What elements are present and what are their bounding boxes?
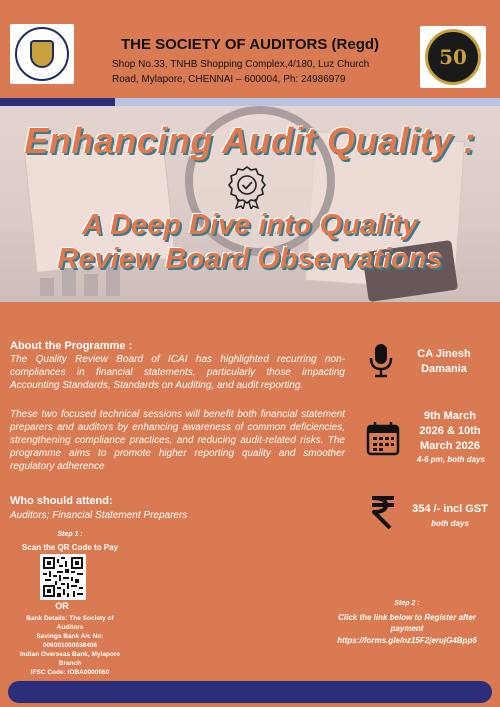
speaker-name-line-2: Damania xyxy=(421,363,467,375)
event-time: 4-6 pm, both days xyxy=(416,455,485,464)
bank-line-5: Indian Overseas Bank, Mylapore xyxy=(19,651,121,658)
about-heading: About the Programme : xyxy=(10,340,133,352)
microphone-icon xyxy=(364,342,398,378)
org-address xyxy=(112,57,412,87)
step-2-label: Step 2 : xyxy=(394,600,420,607)
scan-instruction: Scan the QR Code to Pay xyxy=(21,543,119,552)
address-line-2: Road, Mylapore, CHENNAI – 600004, Ph: 24986979 xyxy=(112,74,346,85)
header-divider xyxy=(0,98,500,106)
event-title-line-1: Enhancing Audit Quality : xyxy=(24,120,476,161)
rupee-icon xyxy=(366,494,400,530)
title-line-2: A Deep Dive into Quality xyxy=(82,209,418,241)
fee-amount: 354 /- incl GST xyxy=(412,503,488,515)
register-instruction-line-2: payment xyxy=(390,624,424,633)
audience-text: Auditors; Financial Statement Preparers xyxy=(10,510,188,521)
bank-line-6: Branch xyxy=(58,660,82,667)
about-paragraph-1: The Quality Review Board of ICAI has highlighted recurring non-compliances in financial statements, particularly those impacting Accounting Standards, Standards on Auditing, and audit reporting. xyxy=(10,354,345,391)
about-paragraph-2: These two focused technical sessions will benefit both financial statement preparers and auditors by enhancing awareness of common deficiencies, strengthening compliance practices, and reducing audit-related risks. The programme aims to promote higher reporting quality and smoother regulatory adherence xyxy=(10,409,345,472)
header xyxy=(0,0,500,100)
bank-line-7: IFSC Code: IOBA0000060 xyxy=(30,669,110,676)
bank-details xyxy=(10,614,130,677)
society-logo-emblem xyxy=(30,40,54,68)
bank-line-3: Savings Bank A/c No: xyxy=(36,633,104,640)
anniversary-logo xyxy=(420,26,486,88)
bank-line-2: Auditors xyxy=(56,624,84,631)
payment-qr-code[interactable] xyxy=(40,554,86,600)
header-divider-accent xyxy=(0,98,115,106)
register-instruction-line-1: Click the link below to Register after xyxy=(338,613,476,622)
register-instruction xyxy=(318,612,496,634)
calendar-icon xyxy=(366,420,400,456)
event-dates-line-3: March 2026 xyxy=(420,440,480,452)
org-name: THE SOCIETY OF AUDITORS (Regd) xyxy=(120,36,380,53)
event-dates xyxy=(408,409,492,454)
society-logo-seal xyxy=(15,27,69,81)
quality-badge-icon xyxy=(227,165,267,209)
fee-note: both days xyxy=(431,519,469,528)
event-dates-line-1: 9th March xyxy=(424,410,476,422)
speaker-name xyxy=(400,347,488,377)
registration-link[interactable]: https://forms.gle/nz15F2jerujG4Bpp6 xyxy=(337,636,477,645)
address-line-1: Shop No.33, TNHB Shopping Complex,4/180, Luz Church xyxy=(112,59,370,70)
title-line-3: Review Board Observations xyxy=(57,243,443,275)
footer-bar xyxy=(8,681,492,703)
or-separator: OR xyxy=(55,601,69,611)
bank-line-1: Bank Details: The Society of xyxy=(26,615,114,622)
step-1-label: Step 1 : xyxy=(57,531,83,538)
anniversary-seal: 50 xyxy=(425,29,481,85)
speaker-name-line-1: CA Jinesh xyxy=(417,348,471,360)
society-logo xyxy=(10,24,74,84)
bank-line-4: 006001000038406 xyxy=(42,642,98,649)
audience-heading: Who should attend: xyxy=(10,495,113,507)
event-dates-line-2: 2026 & 10th xyxy=(419,425,481,437)
event-title-line-2 xyxy=(0,208,500,276)
